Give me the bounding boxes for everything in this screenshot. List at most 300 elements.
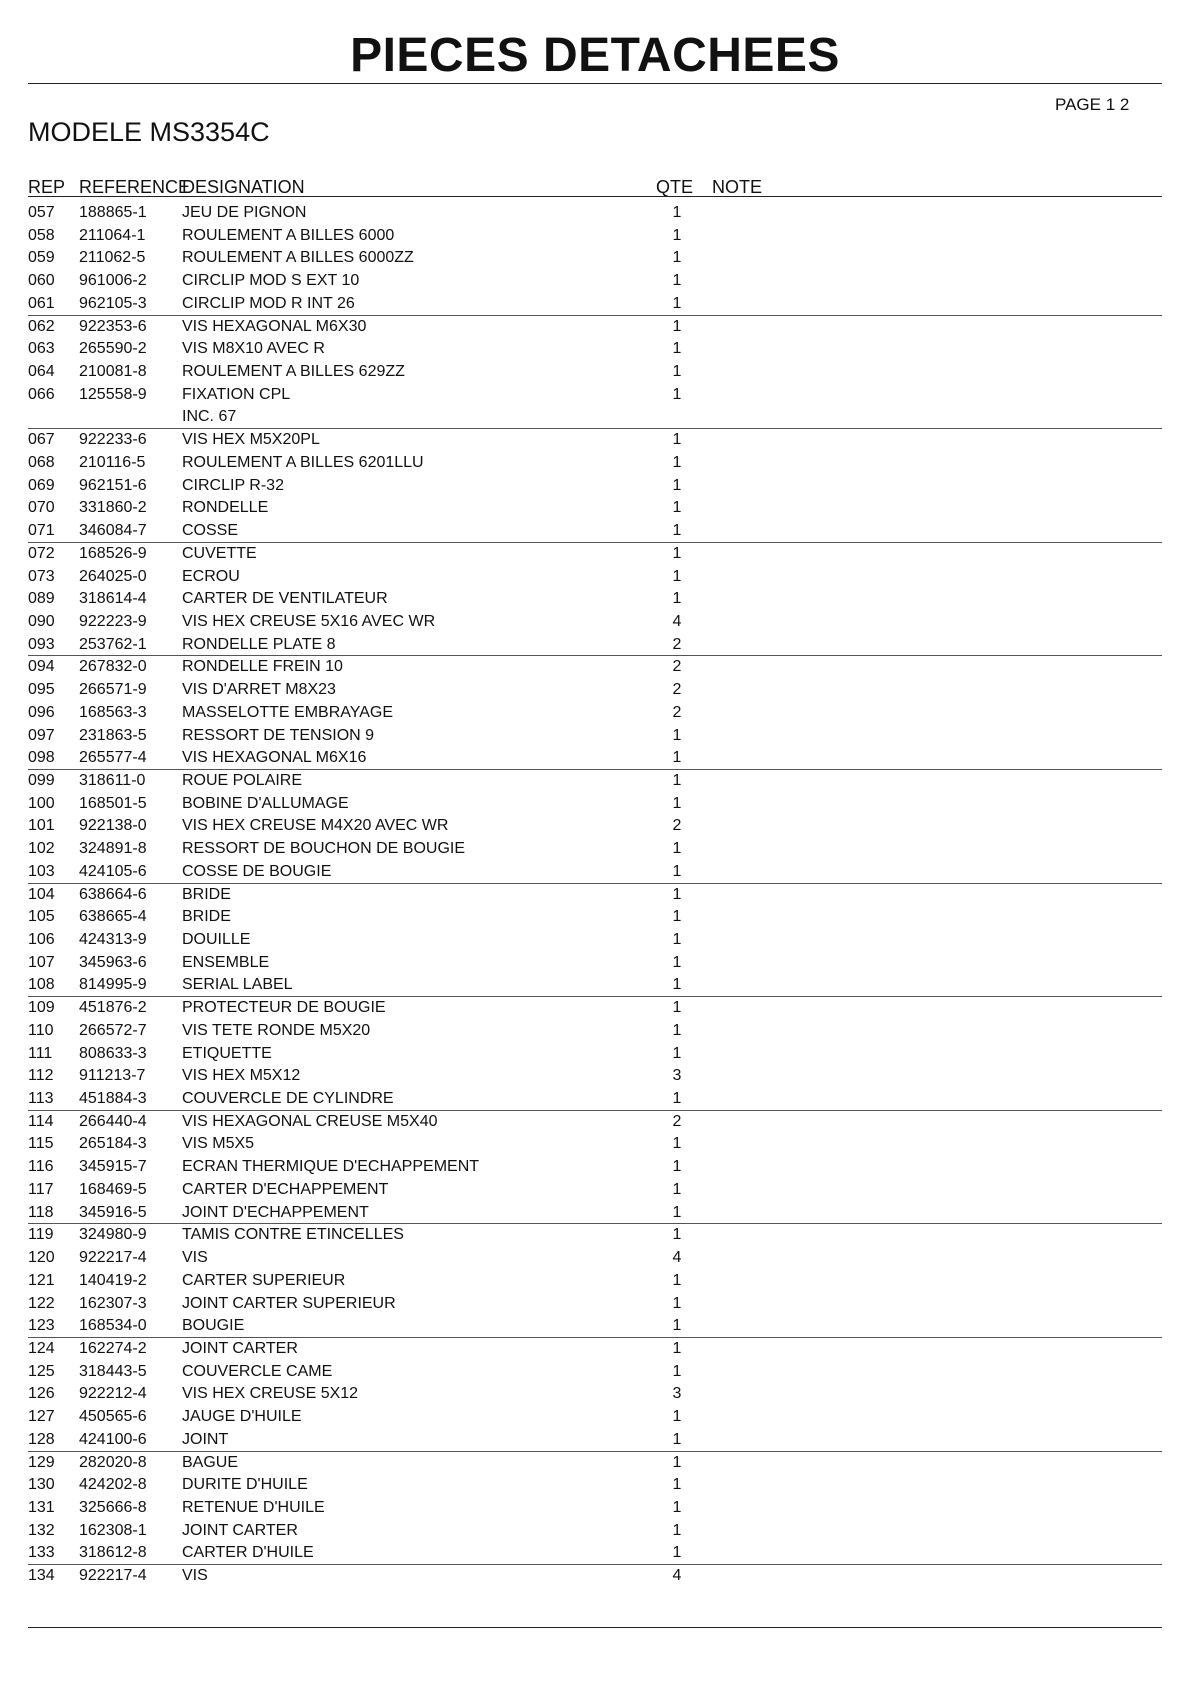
- table-row: [0, 951, 1190, 974]
- cell-reference: 922212-4: [79, 1385, 147, 1403]
- cell-designation: CIRCLIP R-32: [182, 476, 284, 494]
- cell-designation: INC. 67: [182, 408, 237, 426]
- cell-qte: 1: [672, 1498, 682, 1516]
- cell-rep: 126: [28, 1385, 55, 1403]
- cell-qte: 1: [672, 522, 682, 540]
- cell-rep: 069: [28, 476, 55, 494]
- cell-rep: 116: [28, 1158, 54, 1176]
- table-row: [0, 1155, 1190, 1178]
- table-row: [0, 1564, 1190, 1587]
- cell-rep: 121: [28, 1271, 55, 1289]
- cell-designation: RONDELLE PLATE 8: [182, 635, 336, 653]
- cell-designation: ROULEMENT A BILLES 6000ZZ: [182, 249, 414, 267]
- cell-rep: 063: [28, 340, 55, 358]
- cell-qte: 1: [672, 1271, 682, 1289]
- cell-rep: 118: [28, 1203, 54, 1221]
- group-divider: [28, 1110, 1162, 1111]
- cell-reference: 282020-8: [79, 1453, 147, 1471]
- cell-rep: 064: [28, 363, 55, 381]
- cell-rep: 066: [28, 385, 55, 403]
- table-row: [0, 405, 1190, 428]
- cell-rep: 119: [28, 1226, 54, 1244]
- cell-reference: 922353-6: [79, 317, 147, 335]
- table-row: [0, 1405, 1190, 1428]
- table-row: [0, 1382, 1190, 1405]
- table-row: [0, 565, 1190, 588]
- cell-designation: COSSE DE BOUGIE: [182, 862, 332, 880]
- cell-designation: RONDELLE FREIN 10: [182, 658, 343, 676]
- cell-rep: 073: [28, 567, 55, 585]
- table-row: [0, 1178, 1190, 1201]
- cell-designation: DURITE D'HUILE: [182, 1476, 308, 1494]
- table-row: [0, 542, 1190, 565]
- cell-rep: 099: [28, 771, 55, 789]
- cell-designation: RONDELLE: [182, 499, 269, 517]
- cell-rep: 072: [28, 544, 55, 562]
- table-row: [0, 610, 1190, 633]
- group-divider: [28, 542, 1162, 543]
- title-divider: [28, 83, 1162, 84]
- cell-qte: 1: [672, 726, 682, 744]
- table-row: [0, 383, 1190, 406]
- cell-designation: CIRCLIP MOD R INT 26: [182, 294, 355, 312]
- cell-qte: 1: [672, 1317, 682, 1335]
- cell-reference: 266571-9: [79, 681, 147, 699]
- cell-reference: 168526-9: [79, 544, 147, 562]
- table-row: [0, 1269, 1190, 1292]
- cell-qte: 1: [672, 544, 682, 562]
- cell-qte: 1: [672, 317, 682, 335]
- cell-reference: 450565-6: [79, 1408, 147, 1426]
- cell-reference: 325666-8: [79, 1498, 147, 1516]
- cell-qte: 1: [672, 476, 682, 494]
- cell-reference: 267832-0: [79, 658, 147, 676]
- cell-rep: 114: [28, 1112, 54, 1130]
- cell-rep: 104: [28, 885, 55, 903]
- cell-designation: RESSORT DE BOUCHON DE BOUGIE: [182, 840, 466, 858]
- cell-qte: 1: [672, 976, 682, 994]
- table-row: [0, 883, 1190, 906]
- cell-designation: PROTECTEUR DE BOUGIE: [182, 999, 386, 1017]
- cell-qte: 2: [672, 658, 682, 676]
- table-row: [0, 246, 1190, 269]
- table-row: [0, 1087, 1190, 1110]
- cell-reference: 922138-0: [79, 817, 147, 835]
- cell-designation: VIS TETE RONDE M5X20: [182, 1021, 371, 1039]
- cell-rep: 096: [28, 703, 55, 721]
- table-row: [0, 315, 1190, 338]
- cell-designation: VIS HEX M5X12: [182, 1067, 301, 1085]
- group-divider: [28, 769, 1162, 770]
- table-row: [0, 1473, 1190, 1496]
- cell-reference: 265577-4: [79, 749, 147, 767]
- cell-qte: 2: [672, 817, 682, 835]
- table-row: [0, 337, 1190, 360]
- cell-qte: 1: [672, 931, 682, 948]
- cell-reference: 345963-6: [79, 953, 147, 971]
- table-row: [0, 1541, 1190, 1564]
- table-row: [0, 1314, 1190, 1337]
- cell-rep: 108: [28, 976, 55, 994]
- cell-rep: 131: [28, 1498, 55, 1516]
- cell-qte: 1: [672, 1294, 682, 1312]
- cell-reference: 168501-5: [79, 794, 147, 812]
- cell-designation: ENSEMBLE: [182, 953, 270, 971]
- cell-rep: 097: [28, 726, 55, 744]
- group-divider: [28, 1337, 1162, 1338]
- cell-designation: CARTER DE VENTILATEUR: [182, 590, 388, 608]
- cell-designation: VIS HEXAGONAL CREUSE M5X40: [182, 1112, 438, 1130]
- table-row: [0, 1451, 1190, 1474]
- cell-qte: 1: [672, 1226, 682, 1244]
- group-divider: [28, 1223, 1162, 1224]
- column-header-reference: REFERENCE: [79, 177, 191, 197]
- cell-designation: BOUGIE: [182, 1317, 245, 1335]
- cell-designation: MASSELOTTE EMBRAYAGE: [182, 703, 394, 721]
- column-header-designation: DESIGNATION: [182, 177, 305, 197]
- cell-qte: 1: [672, 226, 682, 244]
- cell-reference: 424202-8: [79, 1476, 147, 1494]
- cell-qte: 1: [672, 908, 682, 926]
- cell-designation: JAUGE D'HUILE: [182, 1408, 302, 1426]
- cell-designation: VIS: [182, 1567, 208, 1585]
- cell-reference: 324891-8: [79, 840, 147, 858]
- cell-reference: 265184-3: [79, 1135, 147, 1153]
- cell-rep: 057: [28, 204, 55, 221]
- cell-rep: 089: [28, 590, 55, 608]
- cell-qte: 1: [672, 749, 682, 767]
- cell-designation: BRIDE: [182, 908, 231, 926]
- cell-qte: 1: [672, 1430, 682, 1448]
- cell-rep: 100: [28, 794, 55, 812]
- cell-designation: DOUILLE: [182, 931, 251, 948]
- cell-qte: 1: [672, 294, 682, 312]
- table-row: [0, 769, 1190, 792]
- cell-designation: COUVERCLE CAME: [182, 1362, 333, 1380]
- group-divider: [28, 315, 1162, 316]
- cell-qte: 4: [672, 612, 682, 630]
- cell-qte: 1: [672, 1362, 682, 1380]
- cell-reference: 140419-2: [79, 1271, 147, 1289]
- group-divider: [28, 655, 1162, 656]
- cell-qte: 1: [672, 1158, 682, 1176]
- column-header-note: NOTE: [712, 177, 763, 197]
- cell-qte: 1: [672, 340, 682, 358]
- cell-rep: 060: [28, 272, 55, 290]
- cell-qte: 1: [672, 567, 682, 585]
- cell-rep: 110: [28, 1021, 54, 1039]
- cell-reference: 324980-9: [79, 1226, 147, 1244]
- cell-designation: VIS HEXAGONAL M6X30: [182, 317, 367, 335]
- table-row: [0, 1201, 1190, 1224]
- cell-reference: 345916-5: [79, 1203, 147, 1221]
- cell-designation: COSSE: [182, 522, 239, 540]
- cell-rep: 132: [28, 1521, 55, 1539]
- cell-rep: 067: [28, 431, 55, 449]
- table-row: [0, 1223, 1190, 1246]
- cell-designation: CARTER SUPERIEUR: [182, 1271, 346, 1289]
- table-row: [0, 360, 1190, 383]
- table-row: [0, 1360, 1190, 1383]
- cell-qte: 3: [672, 1067, 682, 1085]
- cell-qte: 1: [672, 453, 682, 471]
- page-title: PIECES DETACHEES: [350, 29, 840, 82]
- cell-reference: 331860-2: [79, 499, 147, 517]
- cell-reference: 162307-3: [79, 1294, 147, 1312]
- cell-reference: 211062-5: [79, 249, 146, 267]
- cell-designation: JOINT CARTER: [182, 1339, 298, 1357]
- cell-rep: 115: [28, 1135, 54, 1153]
- cell-rep: 109: [28, 999, 55, 1017]
- cell-designation: ECROU: [182, 567, 240, 585]
- cell-qte: 1: [672, 385, 682, 403]
- cell-qte: 2: [672, 1112, 682, 1130]
- table-row: [0, 837, 1190, 860]
- cell-reference: 808633-3: [79, 1044, 147, 1062]
- cell-reference: 451876-2: [79, 999, 147, 1017]
- cell-rep: 102: [28, 840, 55, 858]
- table-row: [0, 633, 1190, 656]
- cell-reference: 424105-6: [79, 862, 147, 880]
- table-row: [0, 655, 1190, 678]
- cell-qte: 2: [672, 635, 682, 653]
- cell-designation: JOINT CARTER SUPERIEUR: [182, 1294, 396, 1312]
- cell-designation: SERIAL LABEL: [182, 976, 293, 994]
- cell-qte: 1: [672, 1521, 682, 1539]
- table-row: [0, 587, 1190, 610]
- cell-rep: 101: [28, 817, 55, 835]
- cell-qte: 2: [672, 703, 682, 721]
- cell-rep: 130: [28, 1476, 55, 1494]
- cell-reference: 210116-5: [79, 453, 146, 471]
- model-title: MODELE MS3354C: [28, 117, 270, 147]
- cell-designation: VIS M8X10 AVEC R: [182, 340, 325, 358]
- cell-qte: 1: [672, 1090, 682, 1108]
- cell-designation: CARTER D'ECHAPPEMENT: [182, 1180, 389, 1198]
- cell-qte: 1: [672, 1180, 682, 1198]
- cell-rep: 090: [28, 612, 55, 630]
- cell-designation: RETENUE D'HUILE: [182, 1498, 325, 1516]
- cell-rep: 103: [28, 862, 55, 880]
- cell-rep: 093: [28, 635, 55, 653]
- table-row: [0, 746, 1190, 769]
- cell-reference: 814995-9: [79, 976, 147, 994]
- cell-qte: 1: [672, 840, 682, 858]
- cell-reference: 125558-9: [79, 385, 147, 403]
- cell-reference: 922217-4: [79, 1249, 147, 1267]
- header-divider: [28, 196, 1162, 197]
- cell-rep: 127: [28, 1408, 55, 1426]
- cell-qte: 1: [672, 1408, 682, 1426]
- cell-designation: JOINT D'ECHAPPEMENT: [182, 1203, 369, 1221]
- cell-qte: 1: [672, 862, 682, 880]
- group-divider: [28, 1564, 1162, 1565]
- table-row: [0, 292, 1190, 315]
- cell-reference: 922223-9: [79, 612, 147, 630]
- cell-rep: 070: [28, 499, 55, 517]
- table-row: [0, 928, 1190, 951]
- cell-rep: 112: [28, 1067, 54, 1085]
- cell-rep: 094: [28, 658, 55, 676]
- cell-rep: 095: [28, 681, 55, 699]
- cell-designation: ECRAN THERMIQUE D'ECHAPPEMENT: [182, 1158, 480, 1176]
- cell-designation: RESSORT DE TENSION 9: [182, 726, 375, 744]
- cell-designation: BOBINE D'ALLUMAGE: [182, 794, 349, 812]
- table-row: [0, 224, 1190, 247]
- cell-reference: 266572-7: [79, 1021, 147, 1039]
- cell-reference: 162308-1: [79, 1521, 147, 1539]
- cell-designation: VIS HEX CREUSE M4X20 AVEC WR: [182, 817, 449, 835]
- cell-rep: 120: [28, 1249, 55, 1267]
- cell-qte: 1: [672, 363, 682, 381]
- cell-rep: 105: [28, 908, 55, 926]
- page-number: PAGE 1 2: [1055, 95, 1130, 114]
- cell-qte: 1: [672, 431, 682, 449]
- cell-reference: 188865-1: [79, 204, 147, 221]
- cell-rep: 071: [28, 522, 55, 540]
- cell-designation: BRIDE: [182, 885, 231, 903]
- cell-qte: 1: [672, 1044, 682, 1062]
- cell-designation: TAMIS CONTRE ETINCELLES: [182, 1226, 404, 1244]
- cell-designation: VIS: [182, 1249, 208, 1267]
- cell-rep: 133: [28, 1544, 55, 1562]
- table-row: [0, 474, 1190, 497]
- cell-designation: VIS HEX M5X20PL: [182, 431, 320, 449]
- cell-designation: JEU DE PIGNON: [182, 204, 307, 221]
- table-row: [0, 451, 1190, 474]
- cell-reference: 210081-8: [79, 363, 147, 381]
- cell-reference: 962151-6: [79, 476, 147, 494]
- cell-designation: ROULEMENT A BILLES 6000: [182, 226, 395, 244]
- cell-designation: CUVETTE: [182, 544, 257, 562]
- cell-reference: 265590-2: [79, 340, 147, 358]
- cell-qte: 1: [672, 204, 682, 221]
- cell-reference: 168469-5: [79, 1180, 147, 1198]
- cell-reference: 424313-9: [79, 931, 147, 948]
- cell-qte: 1: [672, 249, 682, 267]
- cell-reference: 318611-0: [79, 771, 146, 789]
- table-row: [0, 1337, 1190, 1360]
- cell-reference: 253762-1: [79, 635, 147, 653]
- group-divider: [28, 428, 1162, 429]
- group-divider: [28, 883, 1162, 884]
- table-row: [0, 1064, 1190, 1087]
- group-divider: [28, 996, 1162, 997]
- cell-reference: 231863-5: [79, 726, 147, 744]
- cell-designation: JOINT CARTER: [182, 1521, 298, 1539]
- table-row: [0, 1246, 1190, 1269]
- cell-reference: 922217-4: [79, 1567, 147, 1585]
- table-row: [0, 905, 1190, 928]
- cell-qte: 2: [672, 681, 682, 699]
- cell-rep: 107: [28, 953, 55, 971]
- cell-rep: 113: [28, 1090, 54, 1108]
- cell-designation: VIS D'ARRET M8X23: [182, 681, 336, 699]
- cell-qte: 1: [672, 771, 682, 789]
- cell-designation: CARTER D'HUILE: [182, 1544, 314, 1562]
- cell-designation: ROUE POLAIRE: [182, 771, 303, 789]
- cell-qte: 4: [672, 1249, 682, 1267]
- cell-designation: ETIQUETTE: [182, 1044, 272, 1062]
- cell-reference: 346084-7: [79, 522, 147, 540]
- cell-designation: CIRCLIP MOD S EXT 10: [182, 272, 360, 290]
- table-row: [0, 496, 1190, 519]
- group-divider: [28, 1451, 1162, 1452]
- cell-reference: 211064-1: [79, 226, 146, 244]
- cell-qte: 1: [672, 1339, 682, 1357]
- cell-rep: 122: [28, 1294, 55, 1312]
- cell-designation: VIS M5X5: [182, 1135, 255, 1153]
- cell-rep: 098: [28, 749, 55, 767]
- cell-reference: 911213-7: [79, 1067, 146, 1085]
- cell-rep: 124: [28, 1339, 55, 1357]
- column-header-rep: REP: [28, 177, 66, 197]
- cell-reference: 961006-2: [79, 272, 147, 290]
- cell-qte: 1: [672, 885, 682, 903]
- cell-designation: VIS HEX CREUSE 5X16 AVEC WR: [182, 612, 436, 630]
- cell-reference: 264025-0: [79, 567, 147, 585]
- table-row: [0, 1428, 1190, 1451]
- cell-qte: 1: [672, 794, 682, 812]
- table-row: [0, 1292, 1190, 1315]
- cell-rep: 068: [28, 453, 55, 471]
- cell-reference: 424100-6: [79, 1430, 147, 1448]
- cell-designation: JOINT: [182, 1430, 229, 1448]
- cell-qte: 4: [672, 1567, 682, 1585]
- cell-designation: ROULEMENT A BILLES 629ZZ: [182, 363, 405, 381]
- cell-rep: 111: [28, 1044, 53, 1062]
- cell-reference: 266440-4: [79, 1112, 147, 1130]
- parts-table: [0, 201, 1190, 1587]
- cell-reference: 638664-6: [79, 885, 147, 903]
- cell-rep: 059: [28, 249, 55, 267]
- table-row: [0, 1019, 1190, 1042]
- table-row: [0, 519, 1190, 542]
- column-header-qte: QTE: [656, 177, 694, 197]
- cell-reference: 318443-5: [79, 1362, 147, 1380]
- cell-qte: 1: [672, 1135, 682, 1153]
- cell-rep: 062: [28, 317, 55, 335]
- table-row: [0, 201, 1190, 224]
- cell-reference: 318614-4: [79, 590, 147, 608]
- table-row: [0, 996, 1190, 1019]
- cell-designation: COUVERCLE DE CYLINDRE: [182, 1090, 394, 1108]
- cell-reference: 922233-6: [79, 431, 147, 449]
- cell-reference: 162274-2: [79, 1339, 147, 1357]
- cell-rep: 061: [28, 294, 55, 312]
- cell-qte: 1: [672, 1203, 682, 1221]
- cell-qte: 1: [672, 499, 682, 517]
- cell-qte: 1: [672, 1021, 682, 1039]
- cell-designation: ROULEMENT A BILLES 6201LLU: [182, 453, 424, 471]
- cell-qte: 3: [672, 1385, 682, 1403]
- table-row: [0, 428, 1190, 451]
- table-row: [0, 724, 1190, 747]
- cell-qte: 1: [672, 1453, 682, 1471]
- table-row: [0, 1519, 1190, 1542]
- table-row: [0, 678, 1190, 701]
- cell-rep: 123: [28, 1317, 55, 1335]
- cell-rep: 129: [28, 1453, 55, 1471]
- cell-reference: 451884-3: [79, 1090, 147, 1108]
- table-row: [0, 1496, 1190, 1519]
- table-row: [0, 814, 1190, 837]
- cell-reference: 345915-7: [79, 1158, 147, 1176]
- table-row: [0, 792, 1190, 815]
- table-row: [0, 269, 1190, 292]
- cell-designation: VIS HEX CREUSE 5X12: [182, 1385, 359, 1403]
- cell-reference: 638665-4: [79, 908, 147, 926]
